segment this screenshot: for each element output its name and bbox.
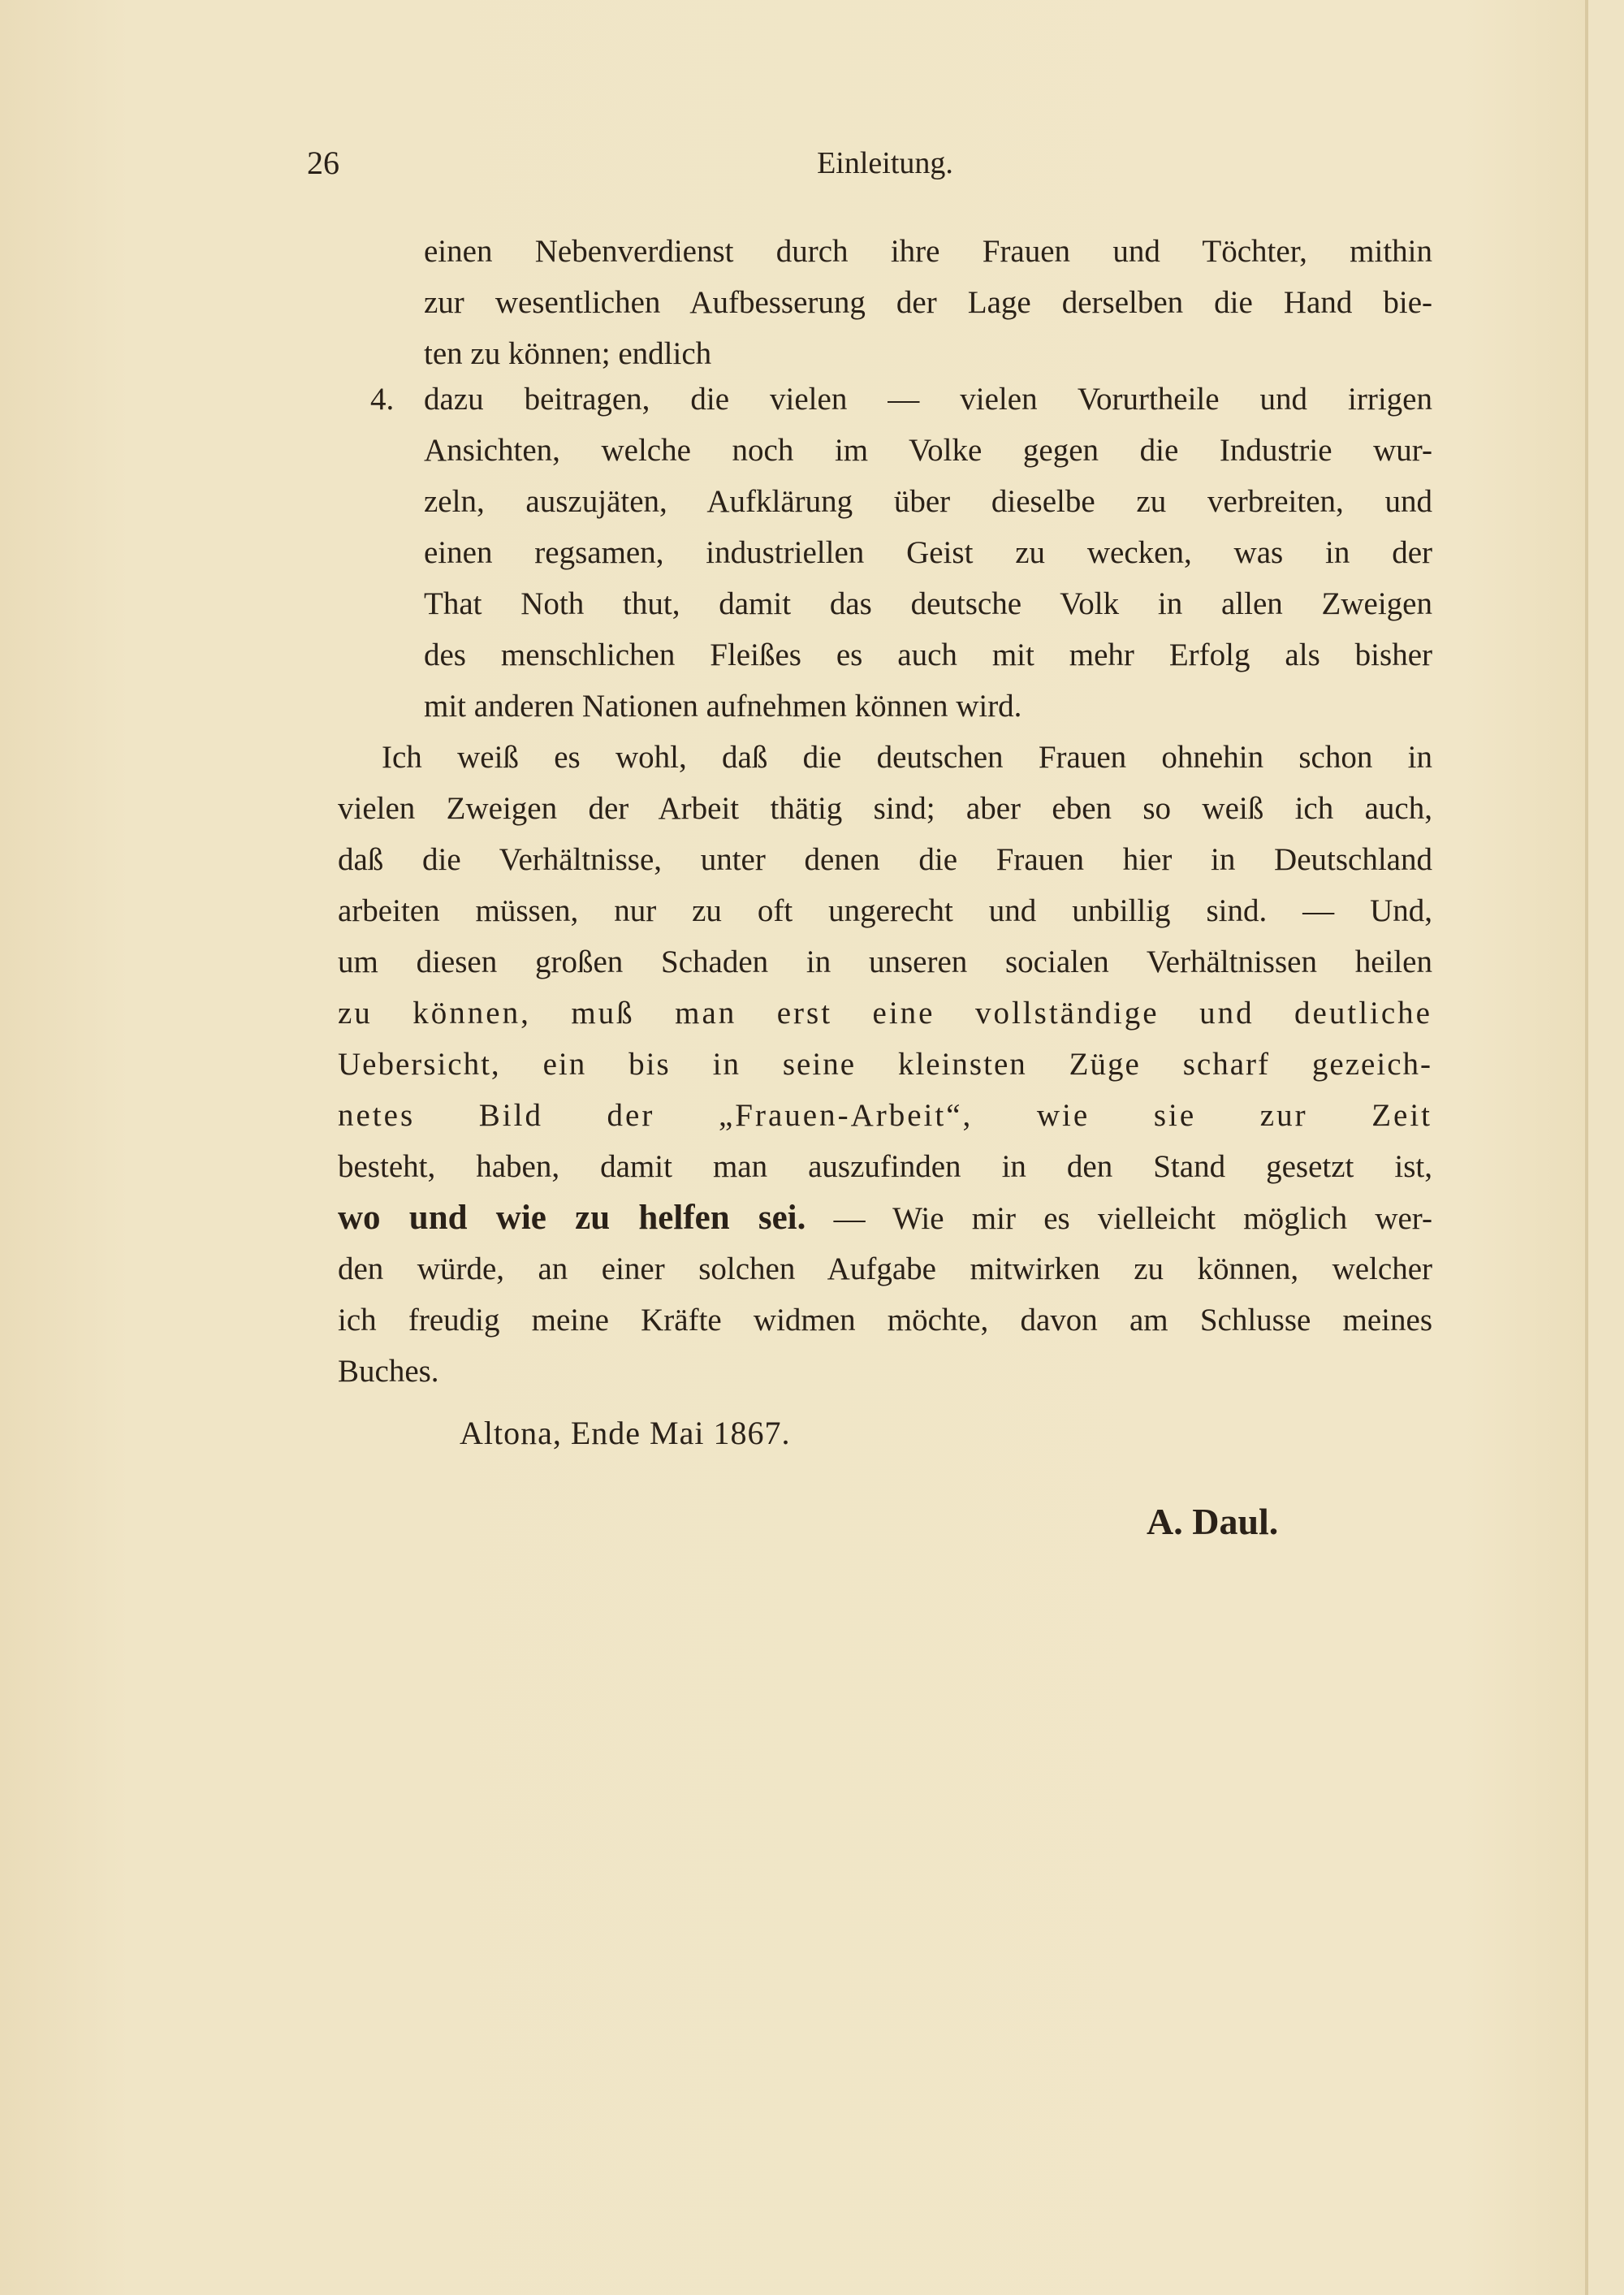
text-line: besteht, haben, damit man auszufinden in den Stand gesetzt ist, (338, 1149, 1432, 1184)
text-line: zu können, muß man erst eine vollständige und deutliche (338, 996, 1432, 1031)
text-line: Buches. (338, 1354, 439, 1389)
text-line: daß die Verhältnisse, unter denen die Frauen hier in Deutschland (338, 842, 1432, 877)
text-line: den würde, an einer solchen Aufgabe mitwirken zu können, welcher (338, 1251, 1432, 1286)
text-line (338, 1194, 1432, 1243)
running-title: Einleitung. (817, 146, 953, 180)
place-date: Altona, Ende Mai 1867. (460, 1415, 791, 1451)
text-line: zur wesentlichen Aufbesserung der Lage derselben die Hand bie- (424, 285, 1432, 320)
text-line: mit anderen Nationen aufnehmen können wird. (424, 689, 1022, 724)
list-item-number: 4. (370, 382, 395, 417)
text-line: einen Nebenverdienst durch ihre Frauen und Töchter, mithin (424, 234, 1432, 269)
text-line: zeln, auszujäten, Aufklärung über dieselbe zu verbreiten, und (424, 484, 1432, 519)
text-line: Uebersicht, ein bis in seine kleinsten Züge scharf gezeich- (338, 1047, 1432, 1082)
text-line: dazu beitragen, die vielen — vielen Vorurtheile und irrigen (424, 382, 1432, 417)
text-line: ten zu können; endlich (424, 336, 712, 371)
text-line: ich freudig meine Kräfte widmen möchte, davon am Schlusse meines (338, 1303, 1432, 1338)
text-line: vielen Zweigen der Arbeit thätig sind; aber eben so weiß ich auch, (338, 791, 1432, 826)
text-line: arbeiten müssen, nur zu oft ungerecht und unbillig sind. — Und, (338, 893, 1432, 928)
page-number: 26 (307, 145, 339, 181)
text-line: um diesen großen Schaden in unseren socialen Verhältnissen heilen (338, 944, 1432, 979)
text-line: netes Bild der „Frauen-Arbeit“, wie sie zur Zeit (338, 1098, 1432, 1133)
text-line: des menschlichen Fleißes es auch mit mehr Erfolg als bisher (424, 638, 1432, 672)
text-line: einen regsamen, industriellen Geist zu wecken, was in der (424, 535, 1432, 570)
author-signature: A. Daul. (1147, 1501, 1279, 1542)
page-margin (1588, 0, 1624, 2295)
text-line: That Noth thut, damit das deutsche Volk in allen Zweigen (424, 586, 1432, 621)
emphasis-phrase: wo und wie zu helfen sei. (338, 1199, 806, 1237)
text-line: Ansichten, welche noch im Volke gegen die Industrie wur- (424, 433, 1432, 468)
text-line: Ich weiß es wohl, daß die deutschen Frauen ohnehin schon in (382, 740, 1432, 775)
text-segment: — Wie mir es vielleicht möglich wer- (833, 1201, 1432, 1236)
